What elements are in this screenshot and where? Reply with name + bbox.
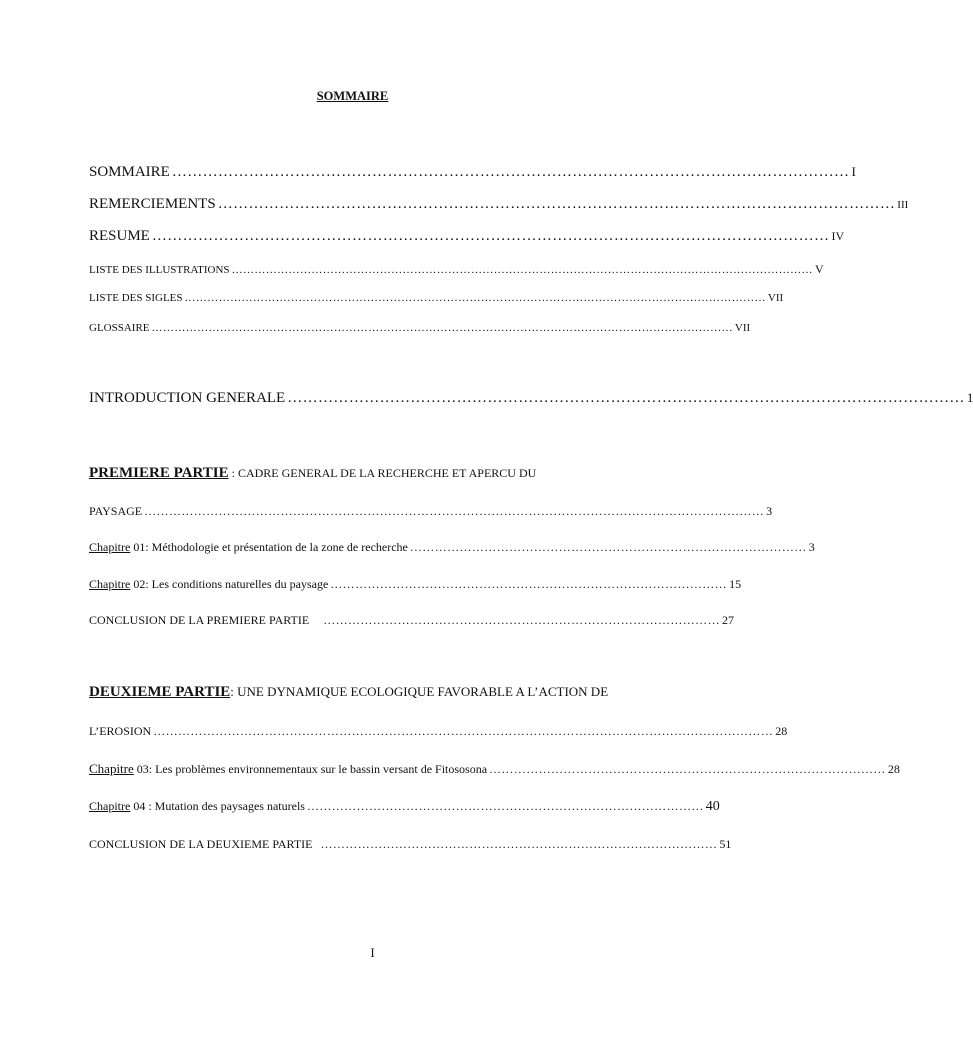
part2-heading-line [89, 683, 608, 701]
page-title: SOMMAIRE [316, 89, 389, 103]
toc-entry-label: CONCLUSION DE LA PREMIERE PARTIE [89, 613, 310, 627]
toc-entry-part1 [89, 504, 773, 519]
chapter-title: 03: Les problèmes environnementaux sur le bassin versant de Fitososona [133, 762, 488, 776]
toc-entry-label: REMERCIEMENTS [89, 196, 216, 212]
dot-leader: ……………………………………………………………………………………………………………………………………… [151, 322, 733, 334]
dot-leader: …………………………………………………………………………………… [409, 540, 807, 554]
toc-entry-page: 3 [808, 540, 815, 554]
chapter-title: 02: Les conditions naturelles du paysage [130, 577, 329, 591]
part2-heading: DEUXIEME PARTIE [89, 684, 231, 700]
part2-subtitle: : UNE DYNAMIQUE ECOLOGIQUE FAVORABLE A L’ACTION DE [230, 684, 609, 699]
dot-leader: …………………………………………………………………………………………………………………………………… [153, 724, 774, 738]
toc-entry-resume [89, 228, 845, 245]
part1-heading: PREMIERE PARTIE [89, 465, 229, 481]
toc-entry-page: V [814, 262, 824, 276]
toc-entry-page: 27 [722, 613, 734, 627]
toc-entry-page: 1 [966, 390, 973, 405]
toc-entry-page: 28 [775, 724, 788, 738]
toc-entry-chapter-03 [89, 761, 900, 777]
toc-entry-page: 3 [766, 504, 773, 518]
chapter-word: Chapitre [89, 540, 131, 554]
toc-entry-page: VII [767, 292, 784, 304]
toc-entry-page: IV [831, 229, 845, 243]
chapter-title: 01: Méthodologie et présentation de la zone de recherche [130, 540, 408, 554]
toc-entry-chapter-04 [89, 799, 720, 815]
toc-entry-label: CONCLUSION DE LA DEUXIEME PARTIE [89, 837, 313, 851]
toc-entry-sommaire [89, 164, 856, 181]
dot-leader: …………………………………………………………………………………… [306, 799, 704, 813]
chapter-title: 04 : Mutation des paysages naturels [130, 799, 305, 813]
toc-entry-label [89, 799, 305, 814]
dot-leader: …………………………………………………………………………………………………………………………………… [144, 504, 765, 518]
toc-entry-remerciements [89, 196, 909, 213]
toc-entry-page: VII [734, 322, 751, 334]
toc-entry-glossaire [89, 322, 751, 334]
dot-leader: …………………………………………………………………………………… [489, 762, 886, 776]
toc-entry-label: INTRODUCTION GENERALE [89, 390, 286, 406]
dot-leader: …………………………………………………………………………………… [323, 613, 720, 627]
toc-entry-label: RESUME [89, 228, 150, 244]
toc-entry-label: LISTE DES SIGLES [89, 292, 183, 304]
part1-heading-line [89, 464, 536, 482]
toc-entry-sigles [89, 292, 784, 304]
toc-entry-label: L’EROSION [89, 724, 152, 738]
toc-entry-label: LISTE DES ILLUSTRATIONS [89, 264, 230, 276]
toc-entry-label: PAYSAGE [89, 504, 143, 518]
chapter-word: Chapitre [89, 799, 131, 813]
part1-subtitle: : CADRE GENERAL DE LA RECHERCHE ET APERCU DU [228, 466, 537, 480]
toc-entry-chapter-01 [89, 540, 815, 555]
toc-entry-label [89, 540, 408, 555]
toc-entry-illustrations [89, 262, 824, 277]
toc-entry-part2-conclusion [89, 837, 732, 852]
dot-leader: …………………………………………………………………………………… [330, 577, 728, 591]
toc-entry-page: I [851, 164, 856, 179]
toc-entry-label [89, 577, 328, 592]
chapter-word: Chapitre [89, 577, 131, 591]
dot-leader: …………………………………………………………………………………… [320, 837, 718, 851]
dot-leader: ……………………………………………………………………………………………………………………………………… [184, 292, 766, 304]
toc-entry-page: III [897, 199, 909, 211]
toc-entry-page: 15 [729, 577, 742, 591]
toc-entry-page: 40 [705, 799, 720, 814]
toc-entry-page: 28 [887, 762, 900, 776]
dot-leader: ……………………………………………………………………………………………………………………………………… [231, 264, 813, 276]
dot-leader: …………………………………………………………………………………………………………………… [171, 164, 850, 180]
dot-leader: …………………………………………………………………………………………………………………… [287, 390, 965, 406]
page-number-footer: I [370, 945, 375, 960]
dot-leader: …………………………………………………………………………………………………………………… [151, 228, 830, 244]
toc-entry-page: 51 [719, 837, 732, 851]
toc-entry-label: GLOSSAIRE [89, 322, 150, 334]
toc-entry-label: SOMMAIRE [89, 164, 170, 180]
dot-leader: …………………………………………………………………………………………………………………… [217, 196, 896, 212]
toc-entry-part1-conclusion [89, 613, 734, 628]
toc-entry-chapter-02 [89, 577, 742, 592]
toc-entry-part2 [89, 724, 788, 739]
chapter-word: Chapitre [89, 761, 134, 776]
toc-entry-label [89, 761, 487, 777]
toc-entry-introduction [89, 390, 973, 407]
